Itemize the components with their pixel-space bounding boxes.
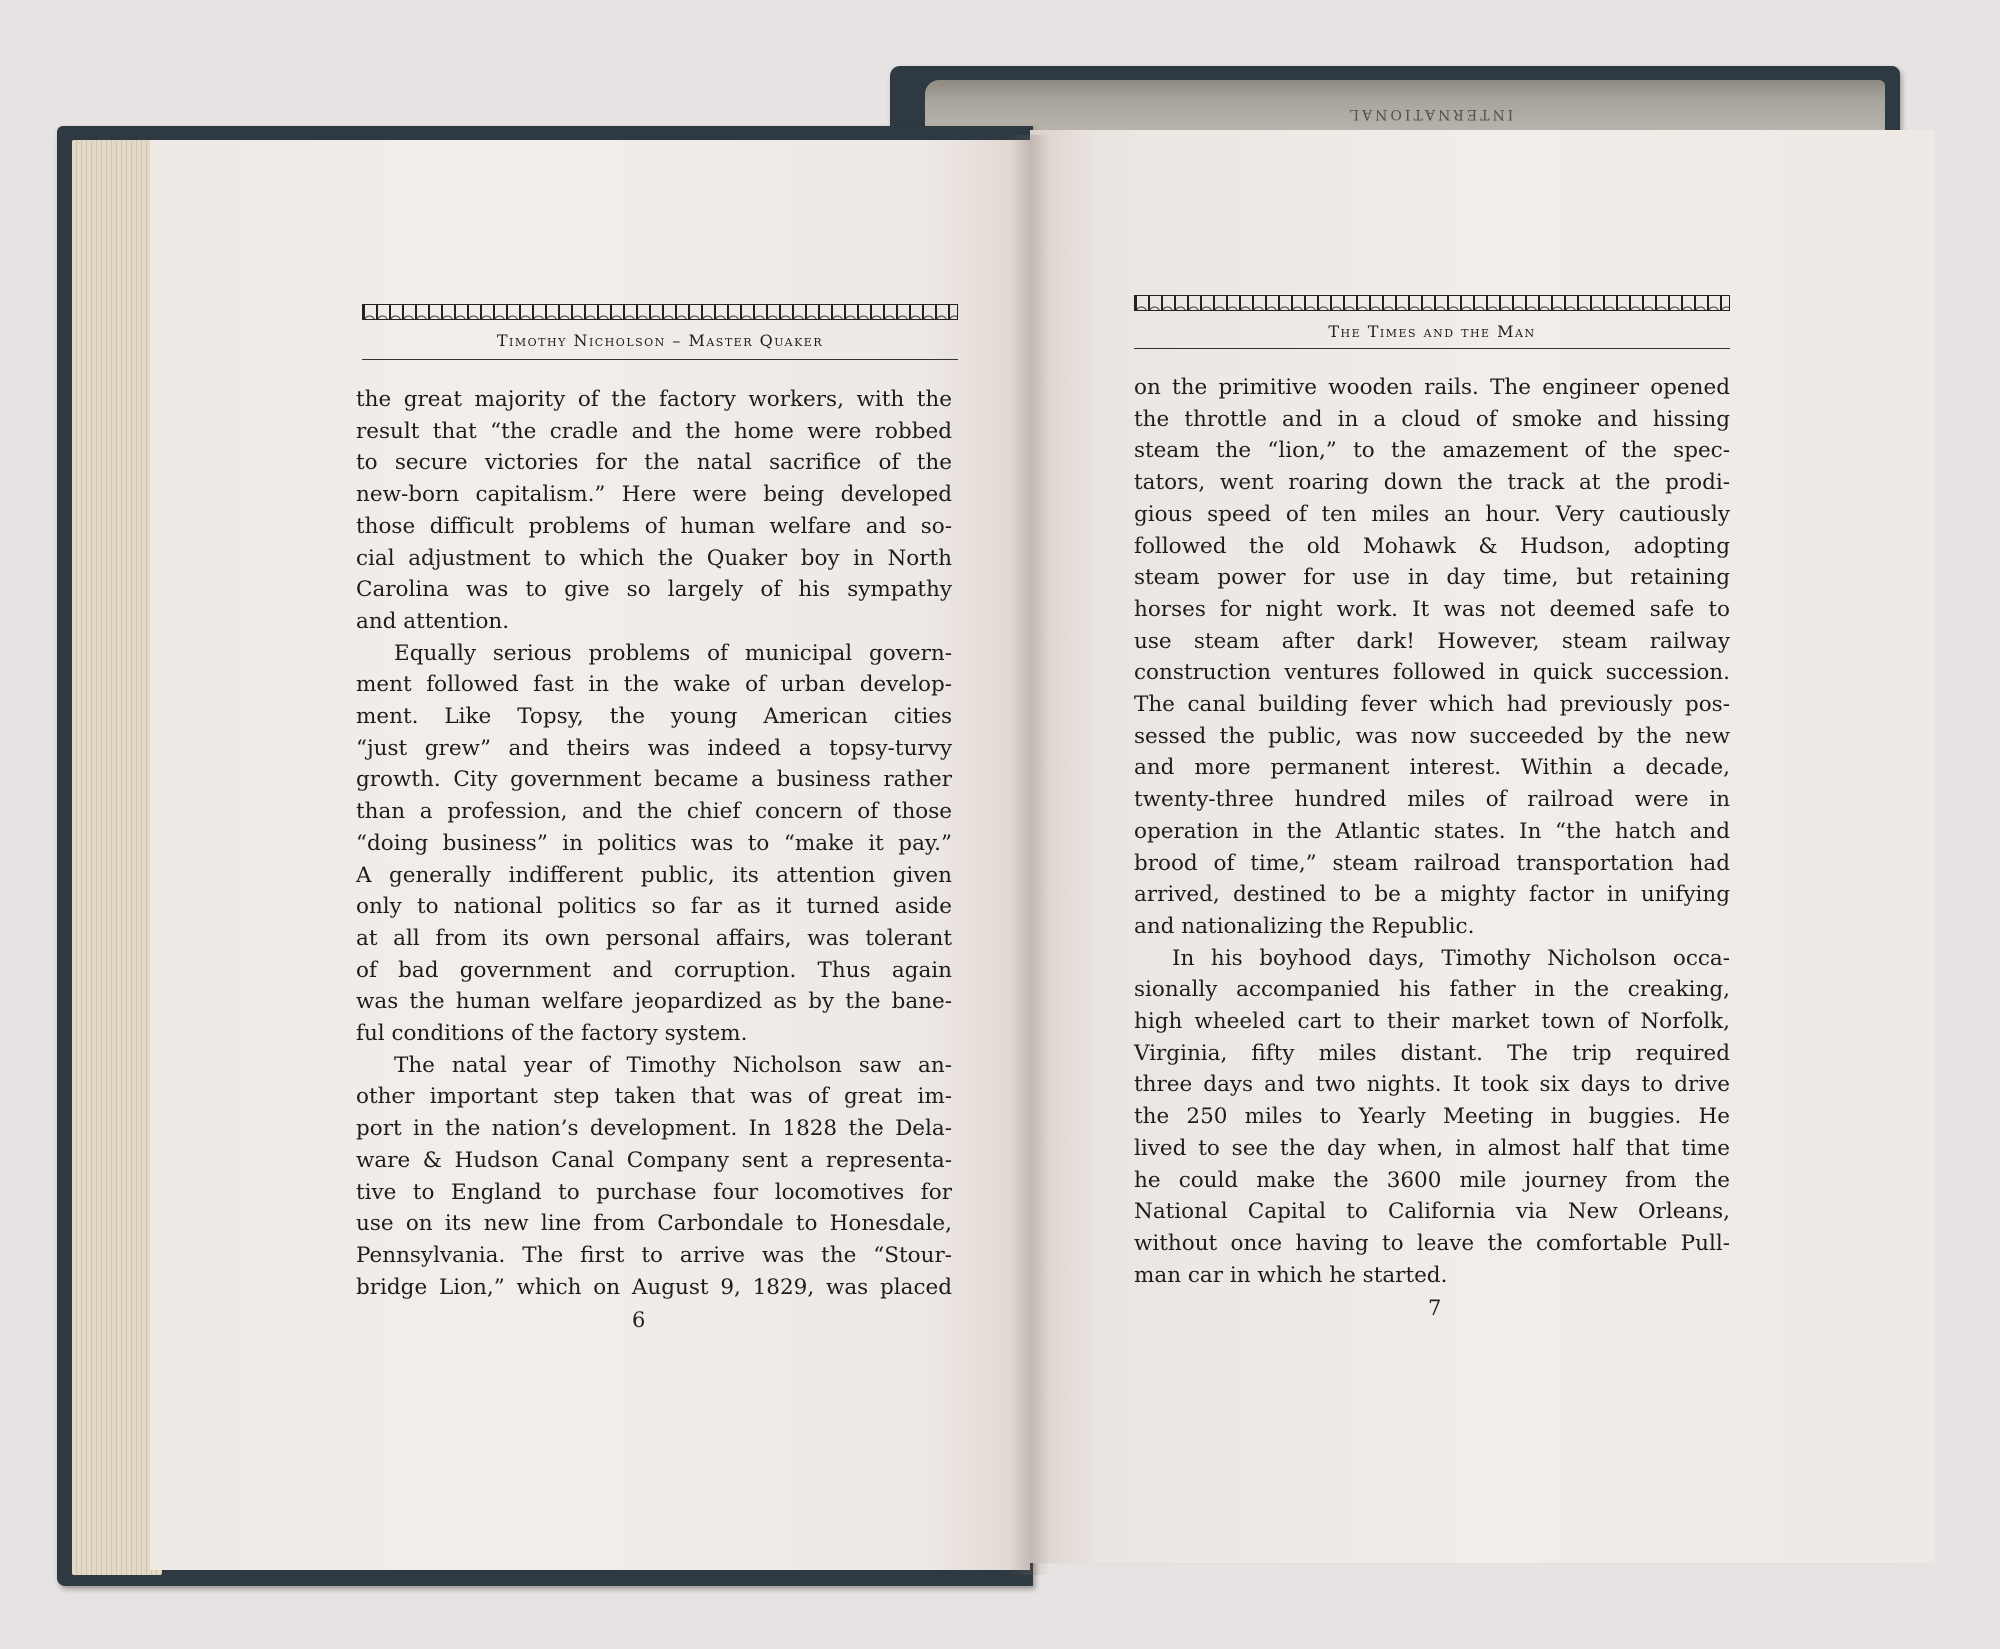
text-line: brood of time,” steam railroad transportation had: [1134, 850, 1730, 876]
text-line: steam power for use in day time, but retaining: [1134, 565, 1730, 591]
text-line: twenty-three hundred miles of railroad were in: [1134, 787, 1730, 813]
text-line: operation in the Atlantic states. In “the hatch and: [1134, 818, 1730, 844]
text-line: those difficult problems of human welfare and so-: [356, 513, 952, 539]
text-line: horses for night work. It was not deemed safe to: [1134, 596, 1730, 622]
text-line: bridge Lion,” which on August 9, 1829, was placed: [356, 1274, 952, 1300]
header-ornament-right: [1134, 295, 1730, 311]
text-line: A generally indifferent public, its attention given: [356, 862, 952, 888]
text-line: to secure victories for the natal sacrifice of the: [356, 450, 952, 476]
text-line: Equally serious problems of municipal govern-: [394, 640, 952, 666]
text-line: “just grew” and theirs was indeed a topsy-turvy: [356, 735, 952, 761]
text-line: tators, went roaring down the track at the prodi-: [1134, 470, 1730, 496]
text-line: new-born capitalism.” Here were being developed: [356, 482, 952, 508]
text-line: Carolina was to give so largely of his sympathy: [356, 577, 952, 603]
text-line: without once having to leave the comfortable Pull-: [1134, 1230, 1730, 1256]
text-line: three days and two nights. It took six days to drive: [1134, 1072, 1730, 1098]
page-number-left: 6: [632, 1308, 646, 1332]
text-line: growth. City government became a business rather: [356, 767, 952, 793]
text-line: arrived, destined to be a mighty factor in unifying: [1134, 882, 1730, 908]
text-line: use on its new line from Carbondale to Honesdale,: [356, 1211, 952, 1237]
text-line: cial adjustment to which the Quaker boy in North: [356, 545, 952, 571]
header-ornament-left: [362, 304, 958, 320]
text-line: ment. Like Topsy, the young American cities: [356, 704, 952, 730]
text-line: the great majority of the factory workers, with the: [356, 387, 952, 412]
text-line: followed the old Mohawk & Hudson, adopting: [1134, 533, 1730, 559]
text-line: sionally accompanied his father in the creaking,: [1134, 977, 1730, 1003]
text-line: the 250 miles to Yearly Meeting in buggies. He: [1134, 1104, 1730, 1130]
text-line: on the primitive wooden rails. The engineer opened: [1134, 375, 1730, 400]
text-line: other important step taken that was of great im-: [356, 1084, 952, 1110]
right-body-text: [1134, 372, 1730, 1291]
page-block-edge: [72, 140, 162, 1575]
left-body-text: [356, 384, 952, 1303]
text-line: than a profession, and the chief concern of those: [356, 799, 952, 825]
header-rule-left: [362, 359, 958, 360]
text-line: port in the nation’s development. In 1828 the Dela-: [356, 1116, 952, 1142]
text-line: The natal year of Timothy Nicholson saw an-: [394, 1052, 952, 1078]
text-line: The canal building fever which had previously pos-: [1134, 692, 1730, 718]
text-line: only to national politics so far as it turned aside: [356, 894, 952, 920]
running-head-right: The Times and the Man: [1328, 322, 1536, 341]
text-line: high wheeled cart to their market town of Norfolk,: [1134, 1009, 1730, 1035]
text-line: Virginia, fifty miles distant. The trip required: [1134, 1040, 1730, 1066]
text-line: and nationalizing the Republic.: [1134, 913, 1475, 939]
text-line: tive to England to purchase four locomotives for: [356, 1179, 952, 1205]
text-line: lived to see the day when, in almost half that time: [1134, 1135, 1730, 1161]
text-line: result that “the cradle and the home were robbed: [356, 418, 952, 444]
text-line: he could make the 3600 mile journey from the: [1134, 1167, 1730, 1193]
text-line: “doing business” in politics was to “make it pay.”: [356, 830, 952, 856]
book-gutter: [1010, 135, 1050, 1575]
text-line: of bad government and corruption. Thus again: [356, 957, 952, 983]
text-line: ment followed fast in the wake of urban develop-: [356, 672, 952, 698]
running-head-left: Timothy Nicholson – Master Quaker: [496, 331, 824, 350]
text-line: use steam after dark! However, steam railway: [1134, 628, 1730, 654]
text-line: gious speed of ten miles an hour. Very cautiously: [1134, 501, 1730, 527]
text-line: was the human welfare jeopardized as by the bane-: [356, 989, 952, 1015]
header-rule-right: [1134, 348, 1730, 349]
text-line: steam the “lion,” to the amazement of the spec-: [1134, 438, 1730, 464]
text-line: at all from its own personal affairs, was tolerant: [356, 925, 952, 951]
text-line: National Capital to California via New Orleans,: [1134, 1199, 1730, 1225]
top-edge-stamp: INTERNATIONAL: [1346, 106, 1514, 122]
page-number-right: 7: [1428, 1296, 1442, 1320]
text-line: the throttle and in a cloud of smoke and hissing: [1134, 406, 1730, 432]
text-line: ware & Hudson Canal Company sent a representa-: [356, 1147, 952, 1173]
text-line: ful conditions of the factory system.: [356, 1021, 748, 1047]
text-line: In his boyhood days, Timothy Nicholson occa-: [1172, 945, 1730, 971]
text-line: man car in which he started.: [1134, 1262, 1448, 1288]
text-line: construction ventures followed in quick succession.: [1134, 660, 1730, 686]
text-line: and more permanent interest. Within a decade,: [1134, 755, 1730, 781]
text-line: sessed the public, was now succeeded by the new: [1134, 723, 1730, 749]
text-line: and attention.: [356, 608, 510, 634]
text-line: Pennsylvania. The first to arrive was the “Stour-: [356, 1242, 952, 1268]
